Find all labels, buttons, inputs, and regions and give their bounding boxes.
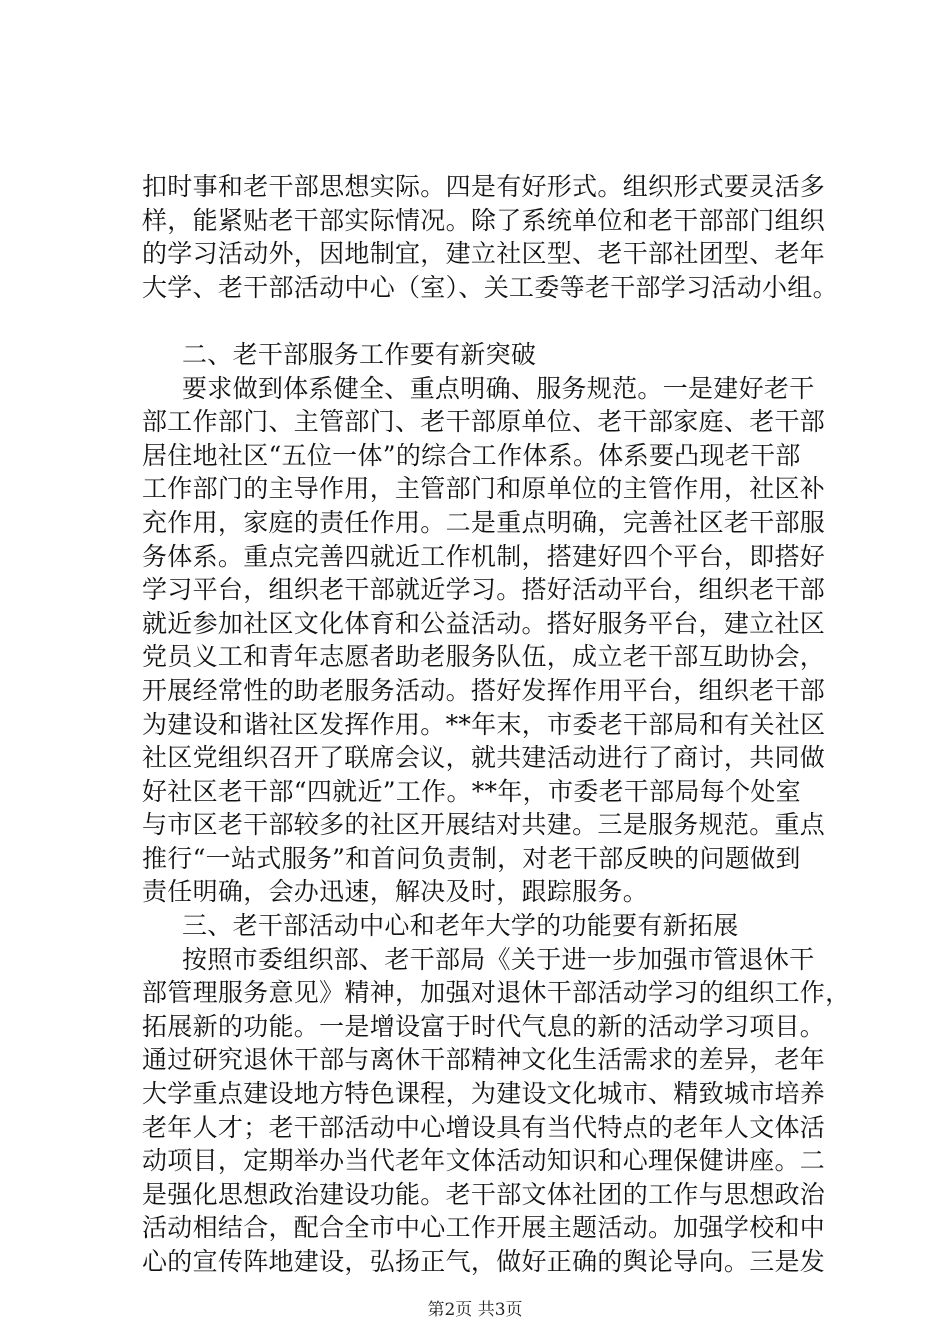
text-line: 拓展新的功能。一是增设富于时代气息的新的活动学习项目。 — [142, 1011, 826, 1041]
text-line: 动项目，定期举办当代老年文体活动知识和心理保健讲座。二 — [142, 1146, 826, 1176]
text-line: 工作部门的主导作用，主管部门和原单位的主管作用，社区补 — [142, 474, 826, 504]
text-line: 居住地社区“五位一体”的综合工作体系。体系要凸现老干部 — [142, 440, 801, 470]
text-line: 推行“一站式服务”和首问负责制，对老干部反映的问题做到 — [142, 843, 801, 873]
paragraph-gap — [142, 304, 822, 338]
text-line: 的学习活动外，因地制宜，建立社区型、老干部社团型、老年 — [142, 239, 826, 269]
text-line: 充作用，家庭的责任作用。二是重点明确，完善社区老干部服 — [142, 507, 826, 537]
text-line: 样，能紧贴老干部实际情况。除了系统单位和老干部部门组织 — [142, 205, 826, 235]
text-line: 老年人才；老干部活动中心增设具有当代特点的老年人文体活 — [142, 1112, 826, 1142]
text-line: 部工作部门、主管部门、老干部原单位、老干部家庭、老干部 — [142, 407, 826, 437]
text-line: 社区党组织召开了联席会议，就共建活动进行了商讨，共同做 — [142, 743, 826, 773]
section-heading — [142, 909, 822, 943]
text-line: 党员义工和青年志愿者助老服务队伍，成立老干部互助协会， — [142, 642, 826, 672]
paragraph — [142, 943, 851, 1279]
text-line: 学习平台，组织老干部就近学习。搭好活动平台，组织老干部 — [142, 575, 826, 605]
text-line: 就近参加社区文化体育和公益活动。搭好服务平台，建立社区 — [142, 608, 826, 638]
text-line: 为建设和谐社区发挥作用。**年末，市委老干部局和有关社区 — [142, 709, 826, 739]
section-heading-2: 二、老干部服务工作要有新突破 — [182, 339, 537, 369]
paragraph — [142, 372, 826, 910]
text-line: 心的宣传阵地建设，弘扬正气，做好正确的舆论导向。三是发 — [142, 1247, 826, 1276]
text-line: 开展经常性的助老服务活动。搭好发挥作用平台，组织老干部 — [142, 675, 826, 705]
text-line: 扣时事和老干部思想实际。四是有好形式。组织形式要灵活多 — [142, 172, 826, 201]
text-line: 务体系。重点完善四就近工作机制，搭建好四个平台，即搭好 — [142, 541, 826, 571]
text-line: 好社区老干部“四就近”工作。**年，市委老干部局每个处室 — [142, 776, 801, 806]
text-line: 要求做到体系健全、重点明确、服务规范。一是建好老干 — [182, 373, 815, 403]
text-line: 与市区老干部较多的社区开展结对共建。三是服务规范。重点 — [142, 810, 826, 840]
paragraph — [142, 170, 838, 304]
section-heading-3: 三、老干部活动中心和老年大学的功能要有新拓展 — [182, 911, 739, 941]
page-number-label: 第2页 共3页 — [427, 1300, 523, 1320]
document-body — [142, 170, 851, 1279]
text-line: 大学、老干部活动中心（室）、关工委等老干部学习活动小组。 — [142, 272, 838, 302]
text-line: 部管理服务意见》精神，加强对退休干部活动学习的组织工作， — [142, 978, 851, 1008]
text-line: 是强化思想政治建设功能。老干部文体社团的工作与思想政治 — [142, 1179, 826, 1209]
text-line: 通过研究退休干部与离休干部精神文化生活需求的差异，老年 — [142, 1045, 826, 1075]
section-heading — [142, 338, 822, 372]
text-line: 按照市委组织部、老干部局《关于进一步加强市管退休干 — [182, 944, 815, 974]
page-footer — [0, 1300, 950, 1320]
text-line: 活动相结合，配合全市中心工作开展主题活动。加强学校和中 — [142, 1213, 826, 1243]
text-line: 大学重点建设地方特色课程，为建设文化城市、精致城市培养 — [142, 1079, 826, 1109]
text-line: 责任明确，会办迅速，解决及时，跟踪服务。 — [142, 877, 649, 907]
